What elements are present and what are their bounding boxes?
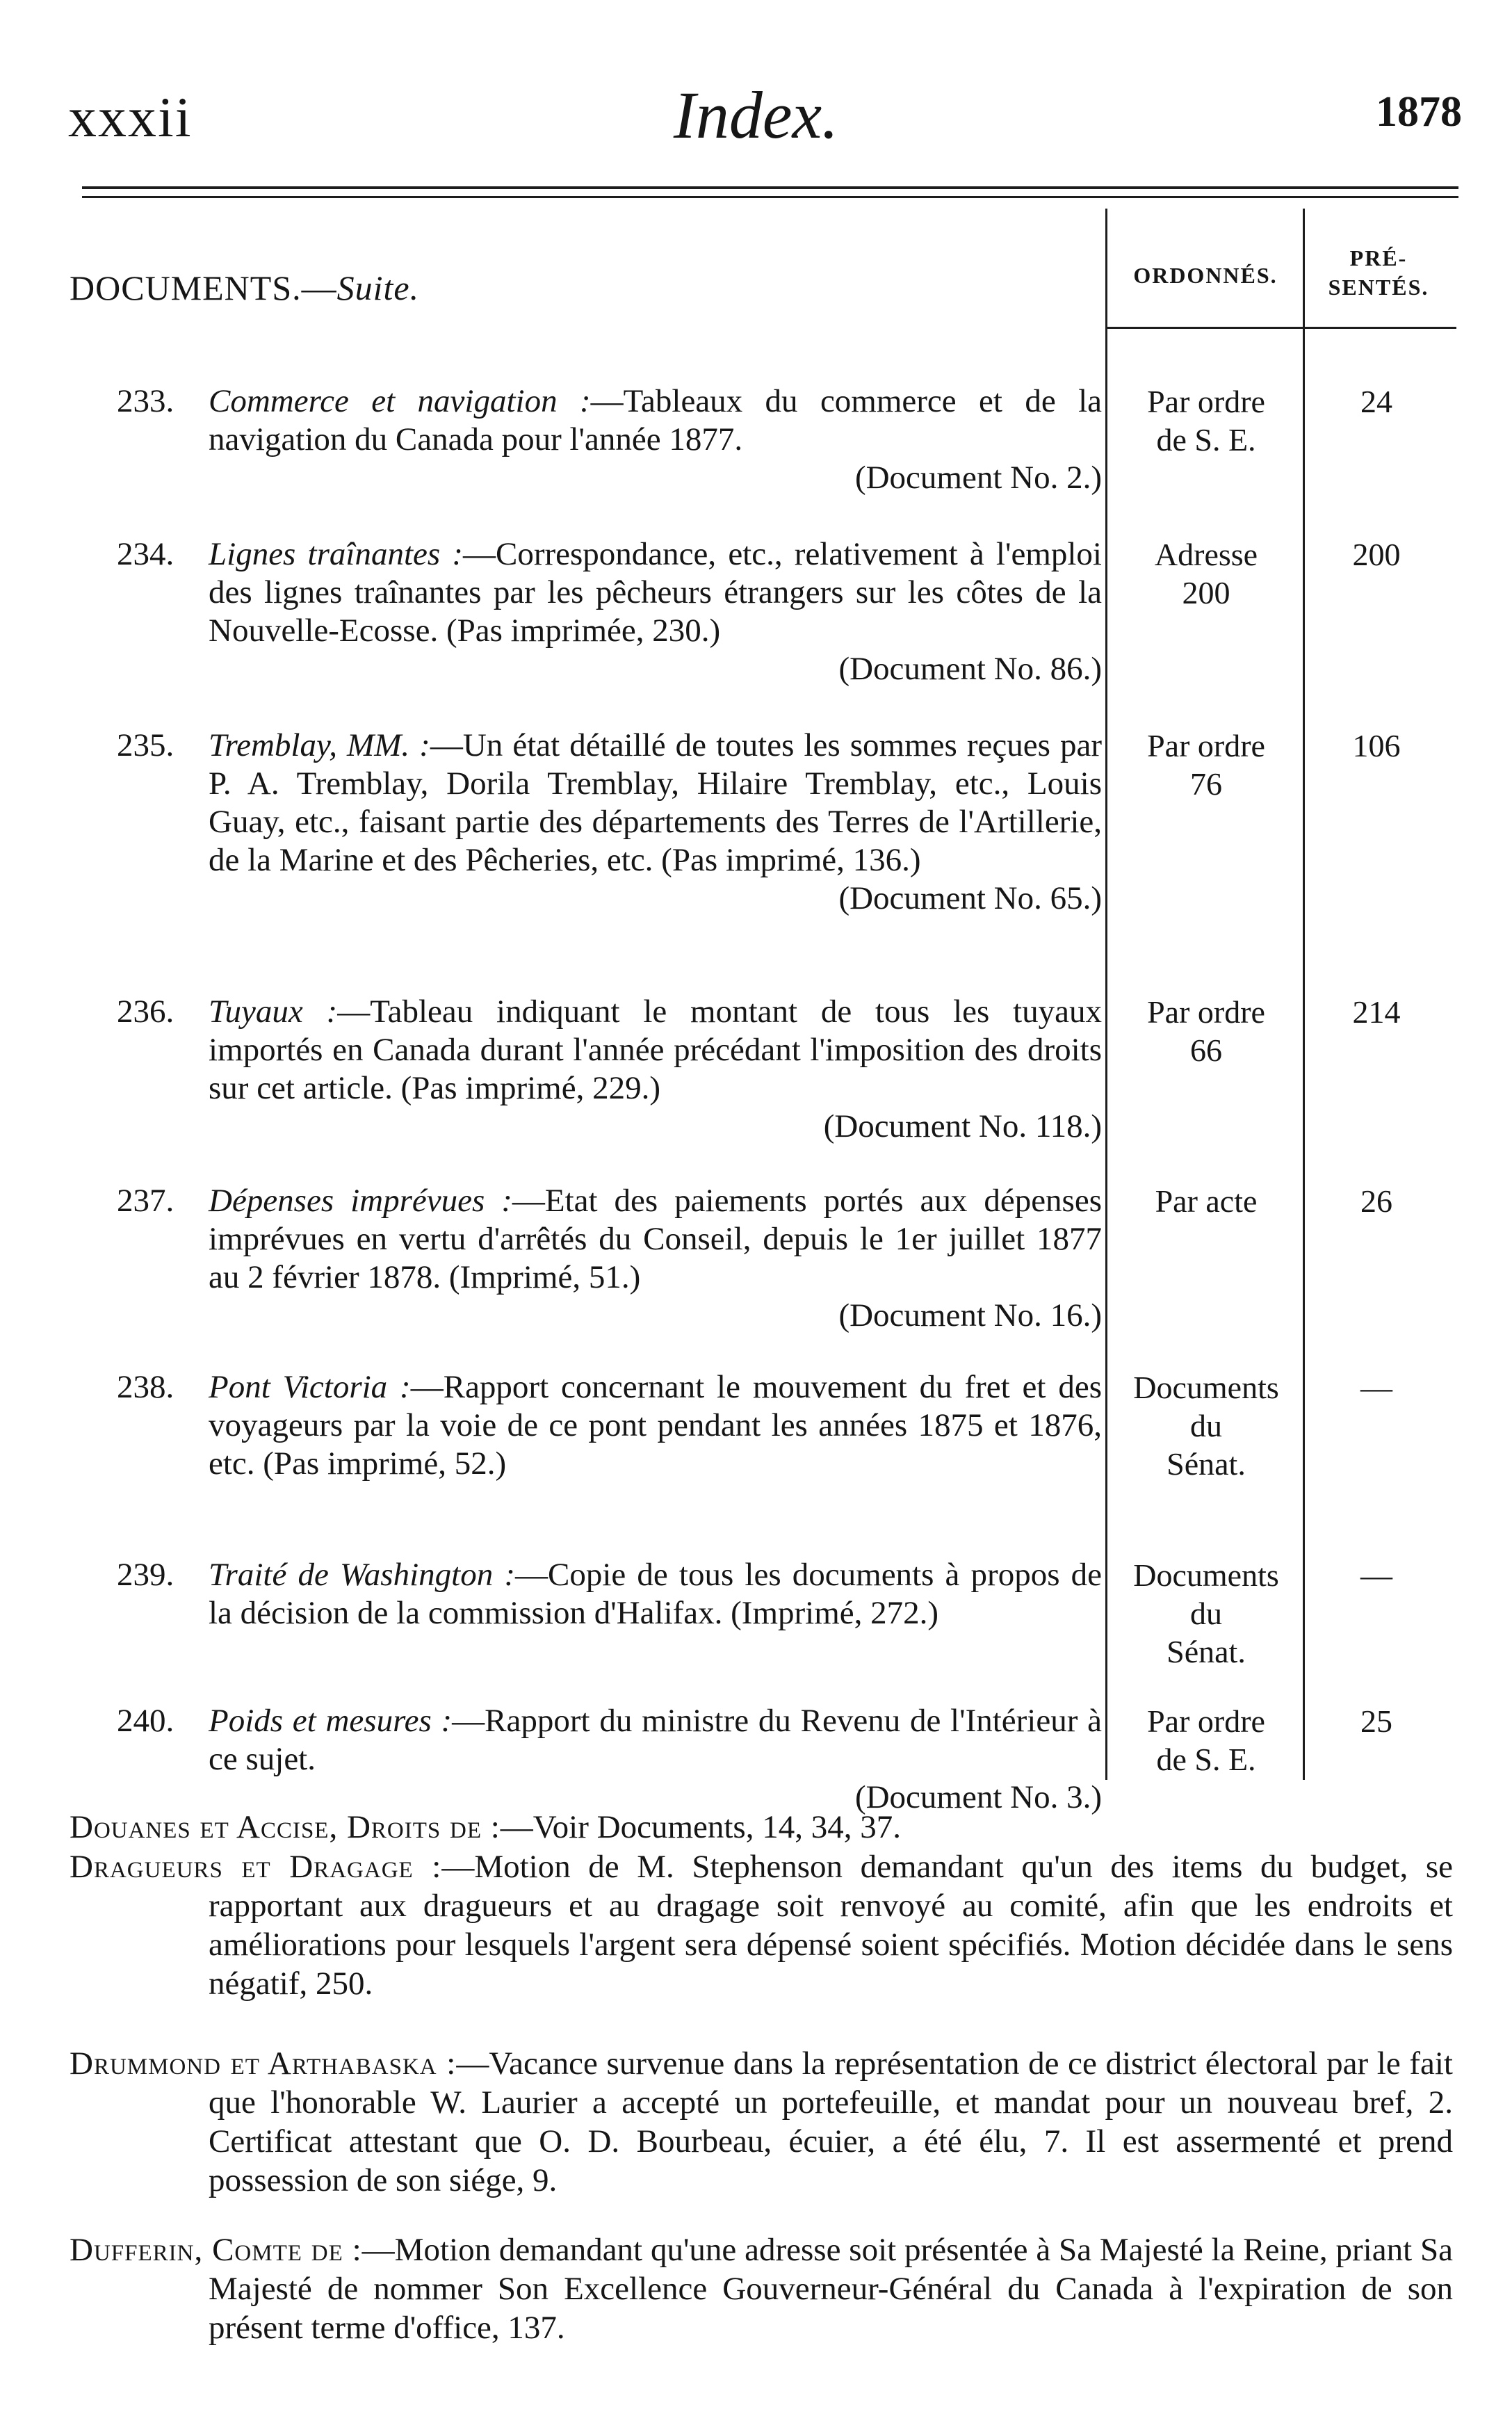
index-entry-heading: Dragueurs et Dragage : — [70, 1849, 442, 1885]
index-entry-text: —Motion de M. Stephenson demandant qu'un des items du budget, se rapportant aux dragueurs et au dragage soit renvoyé au comité, afin que les endroits et améliorations pour lesquels l'argent sera dépensé soient spécifiés. Motion décidée dans le sens négatif, 250. — [209, 1849, 1453, 2002]
column-ordonnes-heading: ORDONNÉS. — [1133, 263, 1278, 288]
header-rule-top — [82, 186, 1458, 189]
entry-ordonnes — [1112, 1556, 1300, 1671]
index-entry-heading: Dufferin, Comte de : — [70, 2232, 362, 2268]
entry-ordonnes-line1: Par acte — [1155, 1183, 1258, 1219]
entry-presentes: 24 — [1360, 384, 1392, 419]
entry-description: —Correspondance, etc., relativement à l'emploi des lignes traînantes par les pêcheurs étrangers sur les côtes de la Nouvelle-Ecosse. (Pas imprimée, 230.) — [209, 536, 1102, 649]
entry-ordonnes-line2: de S. E. — [1156, 422, 1256, 457]
entry-text — [209, 1368, 1102, 1483]
column-divider-right — [1303, 209, 1305, 1780]
entry-ordonnes-line1: Par ordre — [1147, 1703, 1265, 1739]
entry-ordonnes-line1: Par ordre — [1147, 994, 1265, 1030]
entry-number: 240. — [117, 1703, 174, 1739]
entry-number: 238. — [117, 1369, 174, 1405]
entry-ordonnes-line1: Documents — [1133, 1557, 1279, 1593]
section-title-main: DOCUMENTS.— — [70, 268, 337, 307]
column-divider-left — [1105, 209, 1107, 1780]
entry-description: —Tableaux du commerce et de la navigation du Canada pour l'année 1877. — [209, 383, 1102, 457]
entry-doc-ref: (Document No. 65.) — [838, 880, 1102, 916]
entry-topic: Tremblay, MM. : — [209, 727, 430, 763]
entry-number: 235. — [117, 727, 174, 763]
entry-text — [209, 382, 1102, 497]
index-entry-heading: Drummond et Arthabaska : — [70, 2045, 457, 2082]
index-entry — [70, 1847, 1453, 2003]
entry-topic: Dépenses imprévues : — [209, 1183, 512, 1219]
entry-topic: Poids et mesures : — [209, 1703, 453, 1739]
index-entry-text: —Motion demandant qu'une adresse soit présentée à Sa Majesté la Reine, priant Sa Majesté de nommer Son Excellence Gouverneur-Général du Canada à l'expiration de son présent terme d'office, 137. — [209, 2232, 1453, 2346]
column-heading-rule — [1105, 327, 1456, 329]
entry-topic: Tuyaux : — [209, 994, 338, 1030]
index-entry — [70, 1808, 1453, 1847]
running-header — [0, 76, 1512, 153]
entry-topic: Pont Victoria : — [209, 1369, 411, 1405]
entry-presentes: — — [1360, 1370, 1392, 1405]
entry-presentes: — — [1360, 1557, 1392, 1593]
index-entry — [70, 2230, 1453, 2347]
entry-text — [209, 535, 1102, 688]
entry-presentes: 106 — [1352, 728, 1401, 763]
entry-number: 237. — [117, 1183, 174, 1219]
index-entry-heading: Douanes et Accise, Droits de : — [70, 1809, 501, 1845]
entry-ordonnes — [1112, 535, 1300, 612]
entry-ordonnes-line2: du — [1190, 1596, 1222, 1631]
page-number: xxxii — [68, 86, 193, 149]
entry-ordonnes-line2: du — [1190, 1408, 1222, 1443]
entry-doc-ref: (Document No. 2.) — [854, 460, 1102, 496]
entry-ordonnes — [1112, 727, 1300, 803]
entry-number: 234. — [117, 536, 174, 572]
entry-ordonnes — [1112, 382, 1300, 459]
entry-description: —Tableau indiquant le montant de tous les tuyaux importés en Canada durant l'année précédant l'imposition des droits sur cet article. (Pas imprimé, 229.) — [209, 994, 1102, 1106]
column-presentes-line2: SENTÉS. — [1328, 275, 1429, 300]
header-rule-bottom — [82, 196, 1458, 198]
entry-text — [209, 1182, 1102, 1335]
entry-doc-ref: (Document No. 3.) — [854, 1779, 1102, 1815]
index-entry — [70, 2044, 1453, 2200]
entry-description: —Rapport concernant le mouvement du fret et des voyageurs par la voie de ce pont pendant les années 1875 et 1876, etc. (Pas imprimé, 52.) — [209, 1369, 1102, 1482]
entry-doc-ref: (Document No. 86.) — [838, 651, 1102, 687]
entry-text — [209, 1702, 1102, 1817]
entry-ordonnes-line1: Par ordre — [1147, 728, 1265, 763]
entry-ordonnes-line3: Sénat. — [1166, 1446, 1246, 1482]
entry-ordonnes-line2: de S. E. — [1156, 1742, 1256, 1777]
column-presentes-heading — [1306, 243, 1452, 302]
column-presentes-line1: PRÉ- — [1349, 245, 1408, 270]
entry-doc-ref: (Document No. 16.) — [838, 1297, 1102, 1334]
index-entry-text: —Voir Documents, 14, 34, 37. — [500, 1809, 901, 1845]
entry-ordonnes-line2: 76 — [1190, 766, 1222, 802]
entry-description: —Rapport du ministre du Revenu de l'Intérieur à ce sujet. — [209, 1703, 1102, 1777]
section-title-suite: Suite. — [336, 268, 420, 307]
entry-topic: Lignes traînantes : — [209, 536, 463, 572]
entry-text — [209, 993, 1102, 1146]
entry-text — [209, 1556, 1102, 1632]
entry-ordonnes-line1: Par ordre — [1147, 384, 1265, 419]
entry-presentes: 26 — [1360, 1183, 1392, 1219]
entry-topic: Traité de Washington : — [209, 1557, 516, 1593]
entry-text — [209, 727, 1102, 918]
entry-ordonnes-line1: Adresse — [1154, 537, 1258, 572]
entry-topic: Commerce et navigation : — [209, 383, 591, 419]
entry-doc-ref: (Document No. 118.) — [823, 1108, 1102, 1144]
entry-ordonnes — [1112, 993, 1300, 1069]
entry-presentes: 200 — [1352, 537, 1401, 572]
page-title: Index. — [673, 78, 839, 152]
entry-presentes: 214 — [1352, 994, 1401, 1030]
entry-ordonnes-line3: Sénat. — [1166, 1634, 1246, 1669]
entry-description: —Copie de tous les documents à propos de la décision de la commission d'Halifax. (Imprimé, 272.) — [209, 1557, 1103, 1631]
page-year: 1878 — [1376, 88, 1462, 136]
entry-number: 239. — [117, 1557, 174, 1593]
entry-ordonnes-line1: Documents — [1133, 1370, 1279, 1405]
entry-description: —Etat des paiements portés aux dépenses imprévues en vertu d'arrêtés du Conseil, depuis le 1er juillet 1877 au 2 février 1878. (Imprimé, 51.) — [209, 1183, 1103, 1295]
entry-ordonnes — [1112, 1702, 1300, 1778]
entry-ordonnes — [1112, 1182, 1300, 1220]
entry-ordonnes-line2: 200 — [1182, 575, 1230, 610]
entry-ordonnes-line2: 66 — [1190, 1032, 1222, 1068]
entry-number: 236. — [117, 994, 174, 1030]
index-entry-text: —Vacance survenue dans la représentation de ce district électoral par le fait que l'honorable W. Laurier a accepté un portefeuille, et mandat pour un nouveau bref, 2. Certificat attestant que O. D. Bourbeau, écuier, a été élu, 7. Il est assermenté et prend possession de son siége, 9. — [209, 2045, 1453, 2198]
entry-presentes: 25 — [1360, 1703, 1392, 1739]
entry-ordonnes — [1112, 1368, 1300, 1483]
entry-description: —Un état détaillé de toutes les sommes reçues par P. A. Tremblay, Dorila Tremblay, Hilaire Tremblay, etc., Louis Guay, etc., faisant partie des départements des Terres de l'Artillerie, de la Marine et des Pêcheries, etc. (Pas imprimé, 136.) — [209, 727, 1102, 878]
entry-number: 233. — [117, 383, 174, 419]
section-title — [70, 268, 419, 308]
